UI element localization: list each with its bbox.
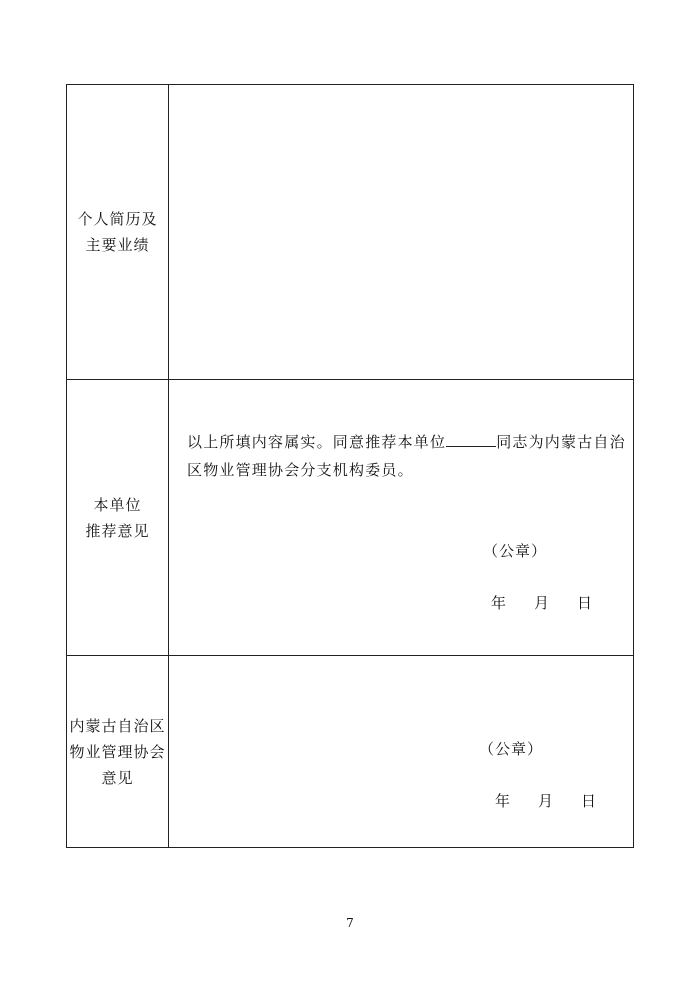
unit-date-year: 年 [491, 594, 507, 612]
recommendation-label-line-2: 推荐意见 [85, 521, 150, 540]
association-row [67, 656, 633, 847]
association-label-line-3: 意见 [101, 768, 134, 787]
recommendation-label-line-1: 本单位 [93, 495, 142, 514]
association-date-line [495, 790, 596, 811]
resume-label-cell [67, 85, 169, 379]
unit-date-day: 日 [577, 594, 593, 612]
recommendation-text-part-2: 同志为内蒙古自治区物业管理协会分支机构委员。 [187, 433, 626, 479]
recommendation-text-part-1: 以上所填内容属实。同意推荐本单位 [187, 433, 447, 451]
page-number: 7 [346, 916, 354, 930]
association-label-line-1: 内蒙古自治区 [69, 716, 166, 735]
form-table [66, 84, 634, 848]
association-seal-label: （公章） [479, 740, 544, 758]
association-date-month: 月 [538, 792, 554, 810]
recommendation-content-cell [169, 380, 633, 655]
resume-label-line-2: 主要业绩 [85, 236, 150, 254]
association-label-cell [67, 656, 169, 847]
name-blank-field[interactable] [446, 430, 496, 447]
association-content-cell [169, 656, 633, 847]
association-date-year: 年 [495, 792, 511, 810]
unit-date-line [491, 592, 592, 613]
resume-label-line-1: 个人简历及 [77, 210, 158, 228]
recommendation-statement [187, 428, 627, 484]
resume-content-cell[interactable] [169, 85, 633, 379]
unit-seal-label: （公章） [483, 542, 548, 560]
association-date-day: 日 [581, 792, 597, 810]
unit-date-month: 月 [534, 594, 550, 612]
recommendation-label-cell [67, 380, 169, 655]
association-label-line-2: 物业管理协会 [69, 742, 166, 761]
recommendation-row [67, 380, 633, 656]
resume-row [67, 85, 633, 380]
